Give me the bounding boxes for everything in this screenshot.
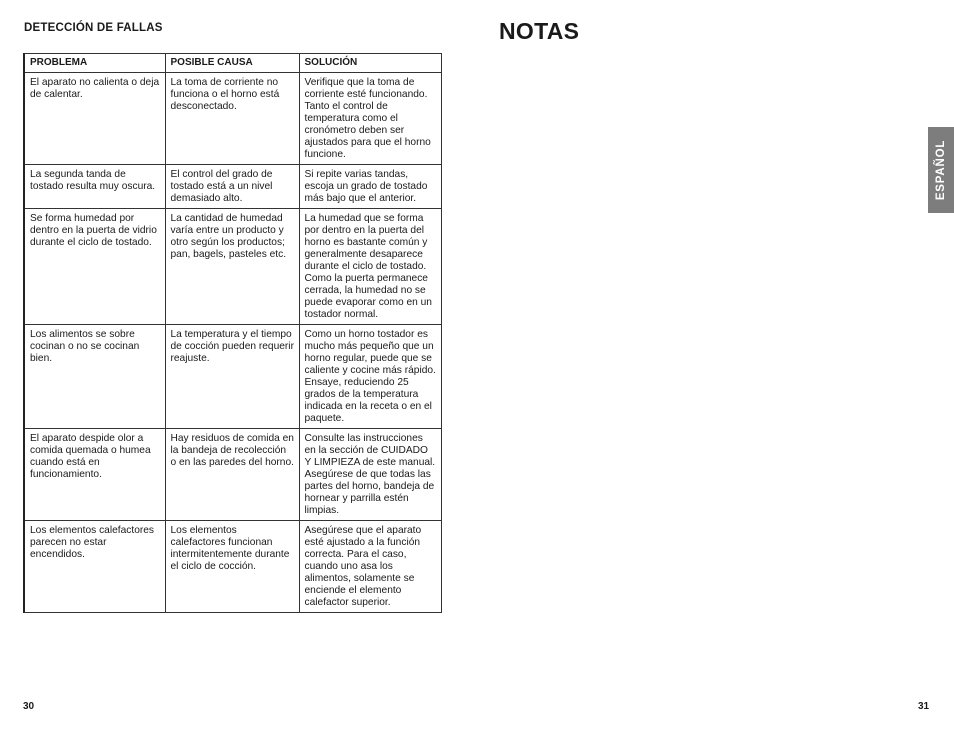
column-header-solution: SOLUCIÓN <box>299 54 441 73</box>
solution-cell: Consulte las instrucciones en la sección de CUIDADO Y LIMPIEZA de este manual. Asegúrese de que todas las partes del horno, bandeja de hornear y parrilla estén limpias. <box>299 429 441 521</box>
solution-cell: La humedad que se forma por dentro en la puerta del horno es bastante común y generalmente desaparece durante el ciclo de tostado. Como la puerta permanece cerrada, la humedad no se puede evaporar como en un tostador normal. <box>299 209 441 325</box>
language-tab-label: ESPAÑOL <box>935 139 947 201</box>
troubleshooting-table <box>23 53 442 613</box>
problem-cell: El aparato no calienta o deja de calentar. <box>24 73 165 165</box>
table-row <box>24 325 441 429</box>
solution-cell: Verifique que la toma de corriente esté funcionando. Tanto el control de temperatura como el cronómetro deben ser ajustados para que el horno funcione. <box>299 73 441 165</box>
problem-cell: Los elementos calefactores parecen no estar encendidos. <box>24 521 165 613</box>
notes-title: NOTAS <box>499 18 580 44</box>
table-row <box>24 209 441 325</box>
column-header-cause: POSIBLE CAUSA <box>165 54 299 73</box>
cause-cell: Hay residuos de comida en la bandeja de recolección o en las paredes del horno. <box>165 429 299 521</box>
table-row <box>24 521 441 613</box>
table-header-row <box>24 54 441 73</box>
table-row <box>24 165 441 209</box>
cause-cell: La toma de corriente no funciona o el horno está desconectado. <box>165 73 299 165</box>
problem-cell: Se forma humedad por dentro en la puerta de vidrio durante el ciclo de tostado. <box>24 209 165 325</box>
language-tab <box>928 127 954 213</box>
solution-cell: Asegúrese que el aparato esté ajustado a la función correcta. Para el caso, cuando uno asa los alimentos, solamente se enciende el elemento calefactor superior. <box>299 521 441 613</box>
page-number-right: 31 <box>918 701 930 712</box>
table-row <box>24 429 441 521</box>
solution-cell: Si repite varias tandas, escoja un grado de tostado más bajo que el anterior. <box>299 165 441 209</box>
problem-cell: Los alimentos se sobre cocinan o no se cocinan bien. <box>24 325 165 429</box>
table-row <box>24 73 441 165</box>
column-header-problem: PROBLEMA <box>24 54 165 73</box>
cause-cell: La cantidad de humedad varía entre un producto y otro según los productos; pan, bagels, pasteles etc. <box>165 209 299 325</box>
problem-cell: La segunda tanda de tostado resulta muy oscura. <box>24 165 165 209</box>
cause-cell: Los elementos calefactores funcionan intermitentemente durante el ciclo de cocción. <box>165 521 299 613</box>
page-number-left: 30 <box>23 701 35 712</box>
problem-cell: El aparato despide olor a comida quemada o humea cuando está en funcionamiento. <box>24 429 165 521</box>
cause-cell: La temperatura y el tiempo de cocción pueden requerir reajuste. <box>165 325 299 429</box>
section-title: DETECCIÓN DE FALLAS <box>24 22 163 34</box>
cause-cell: El control del grado de tostado está a un nivel demasiado alto. <box>165 165 299 209</box>
solution-cell: Como un horno tostador es mucho más pequeño que un horno regular, puede que se caliente y cocine más rápido. Ensaye, reduciendo 25 grados de la temperatura indicada en la receta o en el paquete. <box>299 325 441 429</box>
